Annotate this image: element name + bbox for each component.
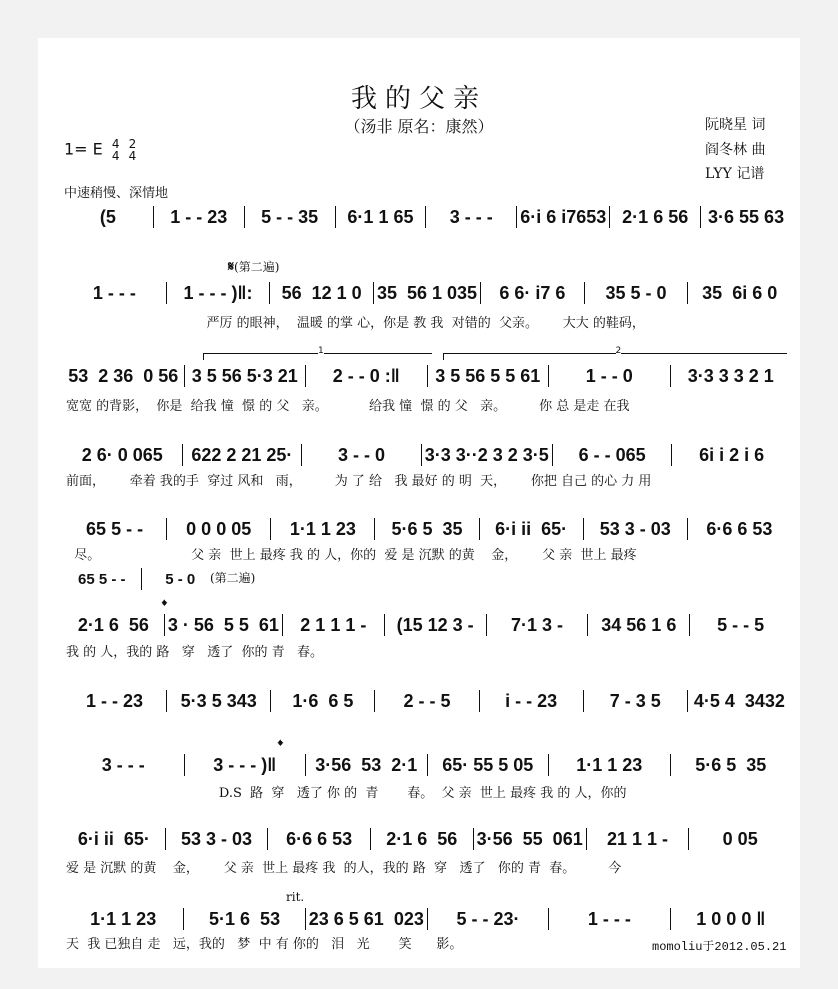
barline	[270, 518, 271, 540]
barline	[479, 690, 480, 712]
notation-line	[66, 567, 216, 591]
measure: 5 - - 35	[261, 206, 319, 227]
barline	[184, 754, 185, 776]
measure: 0 0 0 05	[186, 518, 252, 539]
barline	[486, 614, 487, 636]
barline	[548, 365, 549, 387]
notation-line	[66, 827, 788, 851]
barline	[552, 444, 553, 466]
barline	[153, 206, 154, 228]
measure: 6·1 1 65	[347, 206, 414, 227]
coda-icon: 𝄌	[162, 598, 167, 614]
time-signature-4-4	[112, 138, 120, 162]
measure: 622 2 21 25·	[191, 444, 293, 465]
volta-2	[443, 346, 787, 360]
measure: 5·3 5 343	[180, 690, 257, 711]
second-time-label: (第二遍)	[234, 260, 280, 274]
transcriber-credit: LYY 记谱	[705, 166, 765, 182]
barline	[687, 518, 688, 540]
barline	[609, 206, 610, 228]
measure: 3·3 3 3 2 1	[687, 365, 774, 386]
measure: 2 1 1 1 -	[300, 614, 367, 635]
barline	[165, 828, 166, 850]
time-bottom: 4	[111, 149, 120, 163]
measure: 65 5 - -	[86, 518, 144, 539]
barline	[687, 282, 688, 304]
time-bottom: 4	[128, 149, 137, 163]
barline	[586, 828, 587, 850]
measure: 3·6 55 63	[708, 206, 785, 227]
measure: 6i i 2 i 6	[699, 444, 765, 465]
lyrics-line: 天 我 已独自 走 远，我的 梦 中 有 你的 泪 光 笑 影。	[66, 937, 463, 952]
barline	[427, 754, 428, 776]
composer-credit: 阎冬林 曲	[705, 142, 766, 158]
segno-icon: 𝄋	[228, 259, 235, 275]
lyrics-line: 前面， 牵着 我的手 穿过 风和 雨， 为 了 给 我 最好 的 明 天， 你把 自己 的心 力 用	[66, 474, 652, 489]
barline	[374, 690, 375, 712]
barline	[687, 690, 688, 712]
measure: 53 3 - 03	[599, 518, 671, 539]
barline	[305, 754, 306, 776]
barline	[480, 282, 481, 304]
measure: (5	[99, 206, 116, 227]
barline	[270, 690, 271, 712]
measure: 2 - - 0 :‖	[332, 365, 400, 386]
lyricist-credit: 阮晓星 词	[705, 117, 766, 133]
measure: 6 - - 065	[578, 444, 646, 465]
barline	[384, 614, 385, 636]
measure: 5·1 6 53	[209, 908, 281, 929]
barline	[548, 908, 549, 930]
barline	[427, 365, 428, 387]
notation-line	[66, 689, 788, 713]
measure: 7 - 3 5	[609, 690, 661, 711]
measure: 65 5 - -	[77, 570, 126, 588]
measure: 2·1 6 56	[622, 206, 689, 227]
measure: 1·1 1 23	[289, 518, 356, 539]
lyrics-line: 严厉 的眼神， 温暖 的掌 心，你是 教 我 对错的 父亲。 大大 的鞋码，	[66, 316, 645, 331]
measure: 7·1 3 -	[510, 614, 563, 635]
measure: 34 56 1 6	[601, 614, 677, 635]
measure: 3·56 53 2·1	[315, 754, 418, 775]
barline	[583, 518, 584, 540]
barline	[305, 365, 306, 387]
notation-line	[66, 443, 788, 467]
notation-line	[66, 205, 788, 229]
measure: 1·1 1 23	[90, 908, 157, 929]
barline	[166, 518, 167, 540]
lyrics-line: 宽宽 的背影， 你是 给我 憧 憬 的 父 亲。 给我 憧 憬 的 父 亲。 你 总 是走 在我	[66, 399, 630, 414]
measure: 1 - - 23	[86, 690, 144, 711]
measure: 5 - 0	[165, 570, 196, 588]
measure: 21 1 1 -	[607, 828, 669, 849]
measure: 23 6 5 61 023	[308, 908, 424, 929]
key-signature	[64, 138, 136, 162]
barline	[583, 690, 584, 712]
measure: 1 0 0 0 ‖	[696, 908, 766, 929]
time-top: 2	[128, 137, 137, 151]
measure: 6·i 6 i7653	[520, 206, 607, 227]
barline	[473, 828, 474, 850]
barline	[587, 614, 588, 636]
measure: 3 - - -	[449, 206, 493, 227]
tempo-marking: 中速稍慢、深情地	[64, 186, 169, 201]
volta-1-label: 1	[318, 346, 324, 356]
segno-mark	[228, 258, 279, 275]
notation-line	[66, 753, 788, 777]
key-label: 1= E	[64, 139, 103, 159]
measure: 1 - - -	[92, 282, 136, 303]
measure: 3 - - -	[101, 754, 145, 775]
measure: 6·6 6 53	[706, 518, 773, 539]
barline	[427, 908, 428, 930]
time-top: 4	[111, 137, 120, 151]
measure: 1 - - 0	[585, 365, 633, 386]
measure: 3 5 56 5 5 61	[435, 365, 541, 386]
measure: 56 12 1 0	[281, 282, 362, 303]
barline	[184, 365, 185, 387]
barline	[688, 828, 689, 850]
barline	[244, 206, 245, 228]
measure: 6·6 6 53	[286, 828, 353, 849]
measure: 53 2 36 0 56	[68, 365, 179, 386]
measure: 53 3 - 03	[180, 828, 253, 849]
barline	[166, 282, 167, 304]
measure: 3 - - - )‖	[213, 754, 277, 775]
barline	[182, 444, 183, 466]
barline	[141, 568, 142, 590]
measure: 5·6 5 35	[391, 518, 463, 539]
song-subtitle: （汤非 原名：康然）	[344, 117, 494, 136]
measure: 6 6· i7 6	[499, 282, 566, 303]
measure: 2·1 6 56	[386, 828, 458, 849]
coda-icon-2: 𝄌	[278, 738, 283, 754]
barline	[700, 206, 701, 228]
barline	[671, 444, 672, 466]
barline	[548, 754, 549, 776]
barline	[374, 518, 375, 540]
barline	[335, 206, 336, 228]
barline	[689, 614, 690, 636]
measure: 0 05	[722, 828, 758, 849]
measure: 1 - - -	[587, 908, 631, 929]
measure: 1 - - 23	[170, 206, 228, 227]
notation-line	[66, 364, 788, 388]
measure: 2 6· 0 065	[81, 444, 163, 465]
barline	[166, 690, 167, 712]
barline	[305, 908, 306, 930]
rit-mark: rit.	[286, 890, 305, 904]
measure: 65· 55 5 05	[442, 754, 534, 775]
barline	[479, 518, 480, 540]
barline	[183, 908, 184, 930]
measure: 5 - - 5	[717, 614, 765, 635]
measure: 4·5 4 3432	[693, 690, 785, 711]
barline	[282, 614, 283, 636]
measure: 1 - - - )‖:	[183, 282, 253, 303]
barline	[421, 444, 422, 466]
barline	[670, 365, 671, 387]
measure: 35 6i 6 0	[702, 282, 778, 303]
measure: 5·6 5 35	[695, 754, 767, 775]
notation-line	[66, 281, 788, 305]
barline	[516, 206, 517, 228]
measure: 6·i ii 65·	[495, 518, 568, 539]
barline	[425, 206, 426, 228]
measure: 6·i ii 65·	[77, 828, 150, 849]
measure: 35 5 - 0	[605, 282, 667, 303]
time-signature-2-4	[129, 138, 137, 162]
transcription-signature: momoliu于2012.05.21	[652, 940, 787, 954]
measure: 2·1 6 56	[77, 614, 149, 635]
lyrics-line: 我 的 人，我的 路 穿 透了 你的 青 春。	[66, 645, 323, 660]
measure: 2 - - 5	[403, 690, 451, 711]
volta-2-label: 2	[615, 346, 622, 356]
measure: i - - 23	[505, 690, 558, 711]
barline	[267, 828, 268, 850]
barline	[670, 754, 671, 776]
measure: 3 - - 0	[337, 444, 385, 465]
barline	[301, 444, 302, 466]
measure: 3 5 56 5·3 21	[191, 365, 298, 386]
barline	[370, 828, 371, 850]
barline	[670, 908, 671, 930]
notation-line	[66, 907, 788, 931]
measure: 1·6 6 5	[292, 690, 354, 711]
song-title: 我的父亲	[350, 84, 487, 114]
volta-1	[203, 346, 432, 360]
barline	[373, 282, 374, 304]
notation-line	[66, 517, 788, 541]
lyrics-line: D.S 路 穿 透了 你 的 青 春。 父 亲 世上 最疼 我 的 人，你的	[66, 786, 627, 801]
measure: 3·56 55 061	[476, 828, 583, 849]
measure: (15 12 3 -	[396, 614, 474, 635]
lyrics-line: 爱 是 沉默 的黄 金， 父 亲 世上 最疼 我 的人，我的 路 穿 透了 你的 青 春。 今	[66, 861, 622, 876]
notation-line	[66, 613, 788, 637]
measure: 35 56 1 035	[376, 282, 478, 303]
measure: 3 · 56 5 5 61	[167, 614, 279, 635]
barline	[164, 614, 165, 636]
second-time-label-b: (第二遍)	[210, 571, 256, 585]
barline	[269, 282, 270, 304]
measure: 5 - - 23·	[456, 908, 520, 929]
measure: 3·3 3··2 3 2 3·5	[424, 444, 549, 465]
lyrics-line: 尽。 父 亲 世上 最疼 我 的 人，你的 爱 是 沉默 的黄 金， 父 亲 世上 最疼	[66, 548, 637, 563]
barline	[584, 282, 585, 304]
measure: 1·1 1 23	[576, 754, 643, 775]
